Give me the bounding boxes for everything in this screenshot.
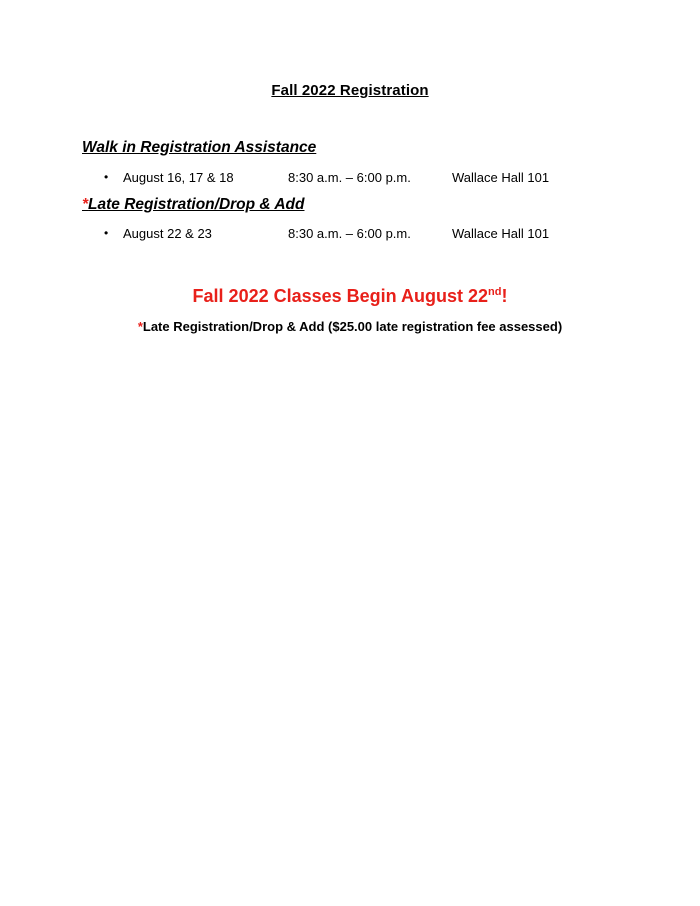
- walk-in-time: 8:30 a.m. – 6:00 p.m.: [288, 170, 411, 185]
- footnote-text: Late Registration/Drop & Add ($25.00 late registration fee assessed): [142, 319, 563, 334]
- walk-in-location: Wallace Hall 101: [452, 170, 550, 185]
- late-registration-schedule-row: [0, 226, 700, 244]
- late-registration-heading: [82, 196, 304, 214]
- banner-text: Fall 2022 Classes Begin August 22: [192, 286, 488, 306]
- asterisk-mark: *: [82, 196, 89, 213]
- classes-begin-banner: [0, 286, 700, 307]
- asterisk-mark: *: [137, 319, 143, 334]
- walk-in-schedule-row: [0, 170, 700, 188]
- page-title: Fall 2022 Registration: [271, 82, 429, 99]
- late-fee-footnote: [0, 319, 700, 334]
- late-registration-location: Wallace Hall 101: [452, 226, 550, 241]
- walk-in-heading: [82, 139, 316, 157]
- late-registration-dates: August 22 & 23: [123, 226, 212, 241]
- bullet-icon: •: [104, 226, 109, 240]
- late-registration-time: 8:30 a.m. – 6:00 p.m.: [288, 226, 411, 241]
- walk-in-dates: August 16, 17 & 18: [123, 170, 234, 185]
- banner-superscript: nd: [488, 286, 502, 298]
- walk-in-heading-text: Walk in Registration Assistance: [82, 139, 317, 156]
- late-registration-heading-text: Late Registration/Drop & Add: [88, 196, 305, 213]
- banner-suffix: !: [501, 286, 508, 306]
- bullet-icon: •: [104, 170, 109, 184]
